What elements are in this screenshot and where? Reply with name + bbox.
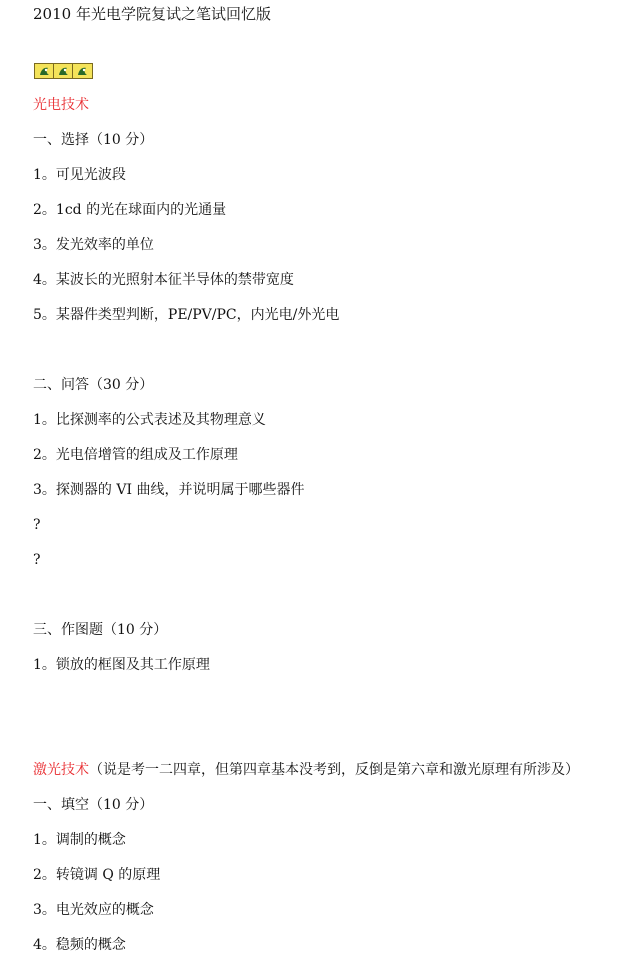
list-item: 3。电光效应的概念	[33, 902, 154, 918]
part-heading-drawing: 三、作图题（10 分）	[33, 622, 168, 638]
section-heading-optoelectronics: 光电技术	[33, 97, 89, 113]
part-heading-qa: 二、问答（30 分）	[33, 377, 154, 393]
list-item: 2。转镜调 Q 的原理	[33, 867, 161, 883]
list-item: 2。1cd 的光在球面内的光通量	[33, 202, 227, 218]
list-item: ?	[33, 552, 41, 568]
list-item: 1。比探测率的公式表述及其物理意义	[33, 412, 266, 428]
list-item: 3。发光效率的单位	[33, 237, 154, 253]
part-heading-fill-blank: 一、填空（10 分）	[33, 797, 154, 813]
list-item: 1。可见光波段	[33, 167, 126, 183]
document-title: 2010 年光电学院复试之笔试回忆版	[33, 5, 271, 23]
emoticon-icon	[73, 64, 92, 78]
section-heading-laser-title: 激光技术	[33, 762, 89, 778]
list-item: 1。调制的概念	[33, 832, 126, 848]
part-heading-choice: 一、选择（10 分）	[33, 132, 154, 148]
list-item: 4。稳频的概念	[33, 937, 126, 953]
emoticon-icon	[35, 64, 54, 78]
emoticon-row	[34, 63, 93, 79]
list-item: 3。探测器的 VI 曲线，并说明属于哪些器件	[33, 482, 305, 498]
section-heading-laser	[33, 760, 579, 780]
emoticon-icon	[54, 64, 73, 78]
list-item: 5。某器件类型判断，PE/PV/PC，内光电/外光电	[33, 307, 340, 323]
section-heading-laser-note: （说是考一二四章，但第四章基本没考到，反倒是第六章和激光原理有所涉及）	[89, 762, 579, 778]
list-item: ?	[33, 517, 41, 533]
list-item: 1。锁放的框图及其工作原理	[33, 657, 210, 673]
list-item: 2。光电倍增管的组成及工作原理	[33, 447, 238, 463]
list-item: 4。某波长的光照射本征半导体的禁带宽度	[33, 272, 294, 288]
